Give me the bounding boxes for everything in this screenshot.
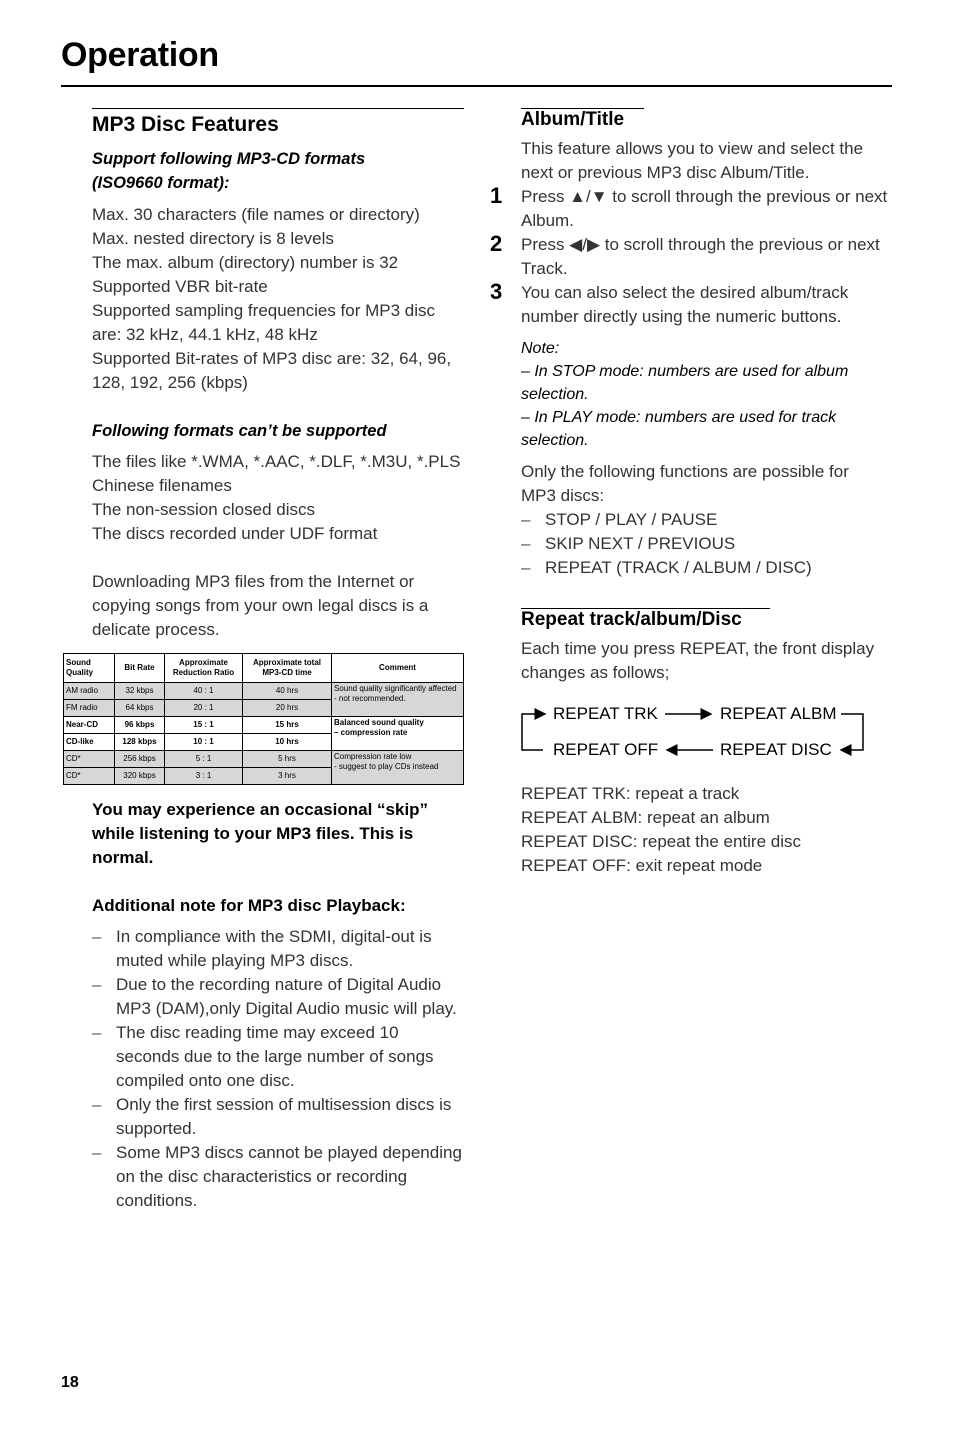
table-cell: CD-like [64, 734, 115, 751]
table-cell: CD* [64, 768, 115, 785]
title-rule [61, 85, 892, 87]
table-header: Comment [332, 654, 464, 683]
table-row [64, 683, 464, 700]
table-header: Sound Quality [64, 654, 115, 683]
section-rule [92, 108, 464, 109]
list-item: – Due to the recording nature of Digital Audio MP3 (DAM),only Digital Audio music will play. [92, 973, 464, 1021]
list-item: – The disc reading time may exceed 10 seconds due to the large number of songs compiled onto one disc. [92, 1021, 464, 1093]
right-column [490, 108, 892, 685]
album-title-intro [521, 137, 892, 185]
text-line: are: 32 kHz, 44.1 kHz, 48 kHz [92, 325, 318, 344]
text-line: The discs recorded under UDF format [92, 524, 378, 543]
repeat-trk-label: REPEAT TRK [553, 704, 658, 723]
step-number: 3 [490, 279, 503, 304]
table-row [64, 751, 464, 768]
list-item: – REPEAT (TRACK / ALBUM / DISC) [521, 556, 892, 580]
text-line: Downloading MP3 files from the Internet or [92, 572, 415, 591]
table-cell: 10 : 1 [165, 734, 243, 751]
table-comment-cell: Sound quality significantly affected - not recommended. [332, 683, 464, 717]
note-label: Note: [521, 340, 560, 357]
unsupported-formats-list [92, 450, 464, 546]
table-cell: 128 kbps [115, 734, 165, 751]
download-paragraph [92, 570, 464, 642]
repeat-heading: Repeat track/album/Disc [521, 609, 742, 630]
text-line: 128, 192, 256 (kbps) [92, 373, 248, 392]
table-comment-cell: Balanced sound quality – compression rate [332, 717, 464, 751]
table-header: Approximate total MP3-CD time [243, 654, 332, 683]
table-cell: 40 hrs [243, 683, 332, 700]
additional-notes-list [92, 925, 464, 1213]
table-cell: 15 : 1 [165, 717, 243, 734]
table-cell: 15 hrs [243, 717, 332, 734]
note-block: Note: – In STOP mode: numbers are used for album selection. – In PLAY mode: numbers are used for track selection. [521, 337, 892, 452]
page-title: Operation [61, 36, 219, 74]
table-cell: 5 hrs [243, 751, 332, 768]
table-cell: 10 hrs [243, 734, 332, 751]
table-cell: AM radio [64, 683, 115, 700]
functions-list [521, 508, 892, 580]
album-title-heading: Album/Title [521, 109, 625, 130]
supported-formats-list [92, 203, 464, 395]
text-line: The non-session closed discs [92, 500, 316, 519]
left-column-lower [92, 798, 464, 1213]
text-line: Supported Bit-rates of MP3 disc are: 32, 64, 96, [92, 349, 452, 368]
table-header-row [64, 654, 464, 683]
table-cell: 20 : 1 [165, 700, 243, 717]
list-item: – Only the first session of multisession discs is supported. [92, 1093, 464, 1141]
step-item: 2 Press ◀/▶ to scroll through the previous or next Track. [490, 231, 880, 278]
list-item: – STOP / PLAY / PAUSE [521, 508, 892, 532]
text-line: REPEAT TRK: repeat a track [521, 784, 740, 803]
list-item: – Some MP3 discs cannot be played depending on the disc characteristics or recording conditions. [92, 1141, 464, 1213]
table-cell: 5 : 1 [165, 751, 243, 768]
text-line: REPEAT OFF: exit repeat mode [521, 856, 763, 875]
text-line: copying songs from your own legal discs is a [92, 596, 429, 615]
table-cell: Near-CD [64, 717, 115, 734]
mp3-quality-table [63, 653, 464, 785]
table-cell: 3 hrs [243, 768, 332, 785]
repeat-intro: Each time you press REPEAT, the front display changes as follows; [521, 639, 875, 682]
text-line: Max. nested directory is 8 levels [92, 229, 334, 248]
table-cell: CD* [64, 751, 115, 768]
additional-note-heading: Additional note for MP3 disc Playback: [92, 896, 406, 915]
table-header: Approximate Reduction Ratio [165, 654, 243, 683]
text-line: REPEAT ALBM: repeat an album [521, 808, 770, 827]
supported-formats-heading: Support following MP3-CD formats (ISO9660 format): [92, 150, 366, 192]
list-item: – SKIP NEXT / PREVIOUS [521, 532, 892, 556]
text-line: Supported VBR bit-rate [92, 277, 268, 296]
text-line: Supported sampling frequencies for MP3 disc [92, 301, 436, 320]
left-column [92, 108, 464, 642]
table-cell: FM radio [64, 700, 115, 717]
table-cell: 32 kbps [115, 683, 165, 700]
text-line: REPEAT DISC: repeat the entire disc [521, 832, 801, 851]
table-cell: 96 kbps [115, 717, 165, 734]
table-cell: 40 : 1 [165, 683, 243, 700]
table-cell: 64 kbps [115, 700, 165, 717]
album-title-steps [490, 183, 892, 329]
repeat-off-label: REPEAT OFF [553, 740, 659, 759]
step-item: 1 Press ▲/▼ to scroll through the previous or next Album. [490, 183, 888, 230]
table-header: Bit Rate [115, 654, 165, 683]
text-line: The files like *.WMA, *.AAC, *.DLF, *.M3U, *.PLS [92, 452, 461, 471]
mp3-features-heading: MP3 Disc Features [92, 113, 279, 136]
table-cell: 320 kbps [115, 768, 165, 785]
text-line: Max. 30 characters (file names or directory) [92, 205, 420, 224]
text-line: This feature allows you to view and select the [521, 139, 864, 158]
step-item: 3 You can also select the desired album/track number directly using the numeric buttons. [490, 279, 849, 326]
repeat-legend [521, 782, 892, 878]
functions-intro: Only the following functions are possible for MP3 discs: [521, 462, 849, 505]
text-line: next or previous MP3 disc Album/Title. [521, 163, 810, 182]
skip-note: You may experience an occasional “skip” while listening to your MP3 files. This is normal. [92, 800, 429, 867]
step-number: 1 [490, 183, 503, 208]
unsupported-formats-heading: Following formats can’t be supported [92, 422, 387, 440]
text-line: The max. album (directory) number is 32 [92, 253, 399, 272]
list-item: – In compliance with the SDMI, digital-out is muted while playing MP3 discs. [92, 925, 464, 973]
table-cell: 20 hrs [243, 700, 332, 717]
page-number: 18 [61, 1374, 79, 1391]
text-line: Chinese filenames [92, 476, 232, 495]
table-comment-cell: Compression rate low - suggest to play CDs instead [332, 751, 464, 785]
repeat-cycle-diagram [521, 700, 871, 770]
repeat-albm-label: REPEAT ALBM [720, 704, 837, 723]
repeat-disc-label: REPEAT DISC [720, 740, 832, 759]
step-number: 2 [490, 231, 503, 256]
text-line: delicate process. [92, 620, 220, 639]
table-cell: 3 : 1 [165, 768, 243, 785]
table-cell: 256 kbps [115, 751, 165, 768]
table-row [64, 717, 464, 734]
